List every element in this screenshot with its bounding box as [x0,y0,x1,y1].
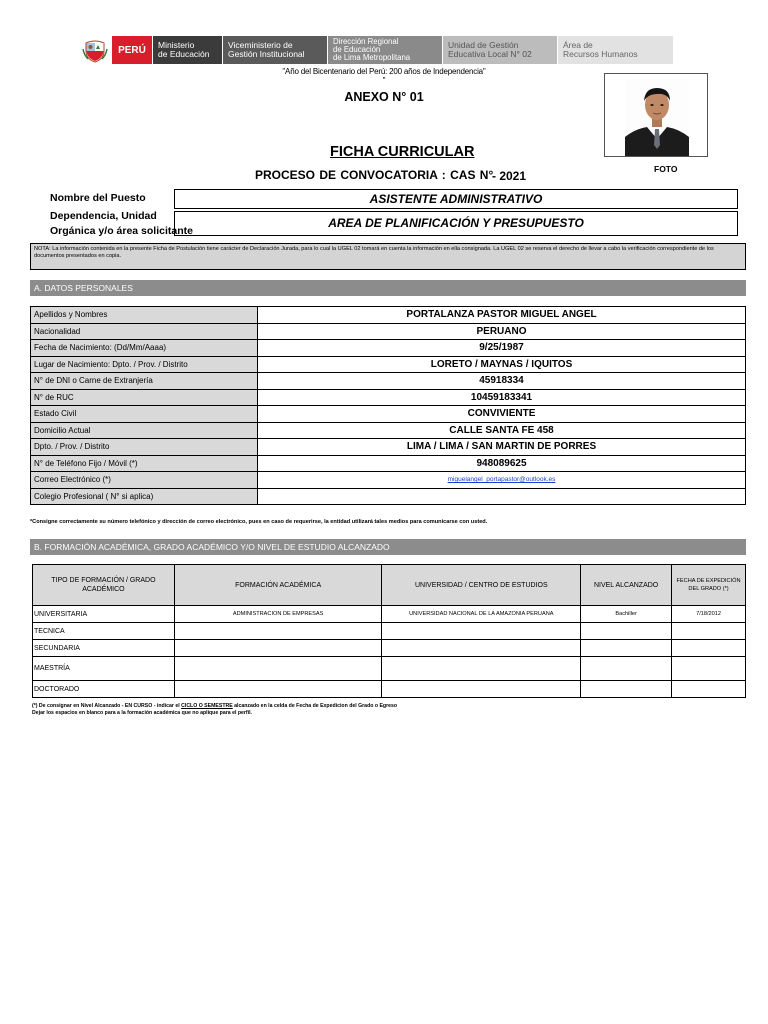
table-row [33,623,746,640]
table-cell[interactable] [174,681,382,698]
ficha-title: FICHA CURRICULAR [330,144,475,160]
ugel-label: Unidad de Gestión Educativa Local N° 02 [442,36,557,64]
nota-declaracion: NOTA: La información contenida en la presente Ficha de Postulación tiene carácter de Declaración Jurada, para lo cual la UGEL 02 tomará en cuenta la información en ella consignada. La UGEL 02 se reserva el derecho de llevar a cabo la verificación correspondiente de los documentos presentados en copia. [30,243,746,270]
grado-label: UNIVERSITARIA [33,606,175,623]
field-label: Fecha de Nacimiento: (Dd/Mm/Aaaa) [31,340,258,357]
table-row [33,657,746,681]
table-row [31,307,746,324]
field-label: Lugar de Nacimiento: Dpto. / Prov. / Distrito [31,356,258,373]
dependencia-label-line2: Orgánica y/o área solicitante [50,225,193,237]
table-row [31,406,746,423]
table-cell[interactable]: ADMINISTRACION DE EMPRESAS [174,606,382,623]
field-value[interactable]: 10459183341 [258,389,746,406]
col-header-nivel: NIVEL ALCANZADO [581,565,672,606]
field-label: Colegio Profesional ( N° si aplica) [31,488,258,505]
nombre-puesto-label: Nombre del Puesto [50,192,146,204]
col-header-formacion: FORMACIÓN ACADÉMICA [174,565,382,606]
table-cell[interactable] [581,640,672,657]
field-value[interactable]: LORETO / MAYNAS / IQUITOS [258,356,746,373]
institutional-banner [78,36,688,64]
table-row [31,472,746,489]
proceso-year: - 2021 [492,169,527,183]
table-row [31,439,746,456]
col-header-fecha: FECHA DE EXPEDICIÓN DEL GRADO (*) [672,565,746,606]
field-value[interactable]: CONVIVIENTE [258,406,746,423]
field-label: N° de Teléfono Fijo / Móvil (*) [31,455,258,472]
datos-personales-table [30,306,746,505]
dependencia-field[interactable]: AREA DE PLANIFICACIÓN Y PRESUPUESTO [174,211,738,236]
table-cell[interactable] [382,640,581,657]
table-cell[interactable]: UNIVERSIDAD NACIONAL DE LA AMAZONIA PERUANA [382,606,581,623]
peru-coat-of-arms-icon [78,36,112,64]
table-cell[interactable] [581,657,672,681]
table-row [31,422,746,439]
proceso-label: PROCESO DE CONVOCATORIA : CAS N° [255,168,494,182]
motto-mark: " [382,76,386,85]
foto-label: FOTO [654,164,678,174]
formacion-academica-table [32,564,746,698]
formacion-notes: (*) De consignar en Nivel Alcanzado - EN CURSO - indicar el CICLO O SEMESTRE alcanzado en la celda de Fecha de Expedicion del Grado o Egreso Dejar los espacios en blanco para a la formación académica que no aplique para el perfil. [32,703,398,716]
field-label: Estado Civil [31,406,258,423]
field-value[interactable]: CALLE SANTA FE 458 [258,422,746,439]
table-cell[interactable]: 7/18/2012 [672,606,746,623]
table-cell[interactable] [382,657,581,681]
table-row [31,340,746,357]
table-row [31,488,746,505]
recursos-humanos-label: Área de Recursos Humanos [557,36,673,64]
field-value[interactable]: LIMA / LIMA / SAN MARTIN DE PORRES [258,439,746,456]
table-row [31,455,746,472]
anexo-title: ANEXO N° 01 [344,90,424,104]
nombre-puesto-field[interactable]: ASISTENTE ADMINISTRATIVO [174,189,738,209]
bicentenario-motto: "Año del Bicentenario del Perú: 200 años de Independencia" [282,67,486,76]
table-cell[interactable] [672,640,746,657]
table-row [31,373,746,390]
table-cell[interactable] [382,623,581,640]
table-row [33,681,746,698]
table-cell[interactable] [382,681,581,698]
field-label: Domicilio Actual [31,422,258,439]
col-header-universidad: UNIVERSIDAD / CENTRO DE ESTUDIOS [382,565,581,606]
email-field[interactable]: miguelangel_portapastor@outlook.es [258,472,746,489]
grado-label: TECNICA [33,623,175,640]
field-label: N° de RUC [31,389,258,406]
field-value[interactable]: PERUANO [258,323,746,340]
field-label: Apellidos y Nombres [31,307,258,324]
field-value[interactable] [258,488,746,505]
table-row [31,323,746,340]
field-label: N° de DNI o Carne de Extranjería [31,373,258,390]
table-cell[interactable] [672,681,746,698]
field-value[interactable]: 9/25/1987 [258,340,746,357]
table-cell[interactable] [581,681,672,698]
dependencia-label: Dependencia, Unidad [50,210,157,222]
table-row [31,389,746,406]
viceministerio-label: Viceministerio de Gestión Institucional [222,36,327,64]
grado-label: MAESTRÍA [33,657,175,681]
table-row [33,640,746,657]
field-label: Correo Electrónico (*) [31,472,258,489]
table-row [31,356,746,373]
field-value[interactable]: PORTALANZA PASTOR MIGUEL ANGEL [258,307,746,324]
field-value[interactable]: 45918334 [258,373,746,390]
ministerio-label: Ministerio de Educación [152,36,222,64]
field-value[interactable]: 948089625 [258,455,746,472]
grado-label: DOCTORADO [33,681,175,698]
grado-label: SECUNDARIA [33,640,175,657]
table-cell[interactable] [174,623,382,640]
section-b-header: B. FORMACIÓN ACADÉMICA, GRADO ACADÉMICO Y/O NIVEL DE ESTUDIO ALCANZADO [30,539,746,555]
section-a-header: A. DATOS PERSONALES [30,280,746,296]
applicant-photo [625,79,689,156]
table-cell[interactable] [672,657,746,681]
peru-label: PERÚ [112,36,152,64]
table-cell[interactable] [174,640,382,657]
table-cell[interactable] [174,657,382,681]
table-cell[interactable]: Bachiller [581,606,672,623]
table-cell[interactable] [672,623,746,640]
contact-note: *Consigne correctamente su número telefónico y dirección de correo electrónico, pues en caso de requerirse, la entidad utilizará tales medios para comunicarse con usted. [30,519,488,525]
direccion-regional-label: Dirección Regional de Educación de Lima Metropolitana [327,36,442,64]
table-cell[interactable] [581,623,672,640]
table-row [33,606,746,623]
field-label: Nacionalidad [31,323,258,340]
field-label: Dpto. / Prov. / Distrito [31,439,258,456]
col-header-tipo: TIPO DE FORMACIÓN / GRADO ACADÉMICO [33,565,175,606]
